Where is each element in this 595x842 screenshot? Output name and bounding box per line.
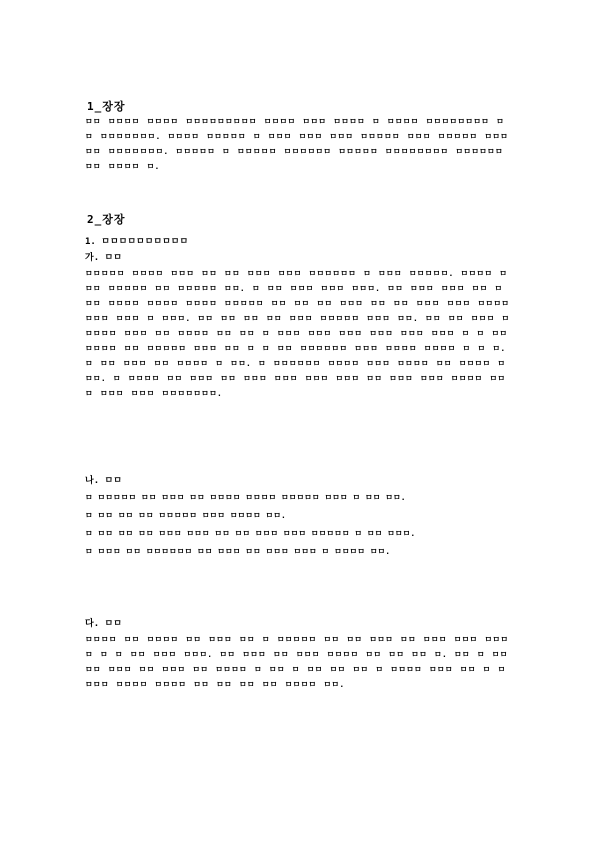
section-heading-2: 2_장장: [87, 213, 126, 226]
section-4-body: ㅁㅁㅁㅁ ㅁㅁ ㅁㅁㅁㅁ ㅁㅁ ㅁㅁㅁ ㅁㅁ ㅁ ㅁㅁㅁㅁㅁ ㅁㅁ ㅁㅁ ㅁㅁㅁ ㅁㅁ ㅁㅁㅁ ㅁㅁㅁ ㅁㅁㅁㅁ ㅁ ㅁ ㅁㅁ ㅁㅁㅁ ㅁㅁㅁ. ㅁㅁ ㅁㅁㅁ ㅁㅁ ㅁㅁㅁ ㅁㅁㅁㅁ ㅁㅁ ㅁㅁ ㅁㅁ ㅁ. ㅁㅁ ㅁ ㅁㅁ ㅁㅁ ㅁㅁㅁ ㅁㅁ ㅁㅁㅁ ㅁㅁ ㅁㅁㅁㅁ ㅁ ㅁㅁ ㅁ ㅁㅁ ㅁㅁ ㅁㅁ ㅁ ㅁㅁㅁㅁ ㅁㅁㅁ ㅁㅁ ㅁ ㅁㅁㅁㅁ ㅁㅁㅁㅁ ㅁㅁㅁㅁ ㅁㅁ ㅁㅁ ㅁㅁ ㅁㅁ ㅁㅁㅁㅁ ㅁㅁ.: [85, 635, 509, 689]
subsection-label-na: 나. ㅁㅁ: [85, 476, 122, 486]
list-item: ㅁ ㅁㅁ ㅁㅁ ㅁㅁ ㅁㅁㅁ ㅁㅁㅁ ㅁㅁ ㅁㅁ ㅁㅁㅁ ㅁㅁㅁ ㅁㅁㅁㅁㅁ ㅁ ㅁㅁ ㅁㅁㅁ.: [85, 529, 416, 538]
subsection-label-da: 다. ㅁㅁ: [85, 619, 122, 629]
list-item: ㅁ ㅁㅁ ㅁㅁ ㅁㅁ ㅁㅁㅁㅁㅁ ㅁㅁㅁ ㅁㅁㅁㅁ ㅁㅁ.: [85, 511, 286, 520]
list-item: ㅁ ㅁㅁㅁㅁㅁ ㅁㅁ ㅁㅁㅁ ㅁㅁ ㅁㅁㅁㅁ ㅁㅁㅁㅁ ㅁㅁㅁㅁㅁ ㅁㅁㅁ ㅁ ㅁㅁ ㅁㅁ.: [85, 493, 406, 502]
subsection-title: 1. ㅁㅁㅁㅁㅁㅁㅁㅁㅁㅁ: [85, 237, 189, 247]
subsection-label-ga: 가. ㅁㅁ: [85, 253, 122, 263]
section-2-body: ㅁㅁㅁㅁㅁ ㅁㅁㅁㅁ ㅁㅁㅁ ㅁㅁ ㅁㅁ ㅁㅁㅁ ㅁㅁㅁ ㅁㅁㅁㅁㅁㅁ ㅁ ㅁㅁㅁ ㅁㅁㅁㅁㅁ. ㅁㅁㅁㅁ ㅁㅁㅁ ㅁㅁㅁㅁㅁ ㅁㅁ ㅁㅁㅁㅁㅁ ㅁㅁ. ㅁ ㅁㅁ ㅁㅁㅁ ㅁㅁㅁ ㅁㅁㅁ. ㅁㅁ ㅁㅁㅁ ㅁㅁㅁ ㅁㅁ ㅁㅁㅁ ㅁㅁㅁㅁ ㅁㅁㅁㅁ ㅁㅁㅁㅁ ㅁㅁㅁㅁㅁ ㅁㅁ ㅁㅁ ㅁㅁ ㅁㅁㅁ ㅁㅁ ㅁㅁ ㅁㅁㅁ ㅁㅁㅁ ㅁㅁㅁㅁ ㅁㅁㅁ ㅁㅁㅁ ㅁ ㅁㅁㅁ. ㅁㅁ ㅁㅁ ㅁㅁ ㅁㅁ ㅁㅁㅁ ㅁㅁㅁㅁㅁ ㅁㅁㅁ ㅁㅁ. ㅁㅁ ㅁㅁ ㅁㅁㅁ ㅁㅁㅁㅁㅁ ㅁㅁㅁ ㅁㅁ ㅁㅁㅁㅁ ㅁㅁ ㅁㅁ ㅁ ㅁㅁㅁ ㅁㅁㅁ ㅁㅁㅁ ㅁㅁㅁ ㅁㅁㅁ ㅁㅁㅁ ㅁ ㅁ ㅁㅁ ㅁㅁㅁㅁ ㅁㅁ ㅁㅁㅁㅁㅁ ㅁㅁㅁ ㅁㅁ ㅁ ㅁ ㅁㅁ ㅁㅁㅁㅁㅁㅁ ㅁㅁㅁ ㅁㅁㅁㅁ ㅁㅁㅁㅁ ㅁ ㅁ ㅁ. ㅁ ㅁㅁ ㅁㅁㅁ ㅁㅁ ㅁㅁㅁㅁ ㅁ ㅁㅁ. ㅁ ㅁㅁㅁㅁㅁㅁ ㅁㅁㅁㅁ ㅁㅁㅁ ㅁㅁㅁㅁ ㅁㅁ ㅁㅁㅁㅁ ㅁㅁㅁ. ㅁ ㅁㅁㅁㅁ ㅁㅁ ㅁㅁㅁ ㅁㅁ ㅁㅁㅁ ㅁㅁㅁ ㅁㅁㅁ ㅁㅁㅁ ㅁㅁ ㅁㅁㅁ ㅁㅁㅁ ㅁㅁㅁㅁ ㅁㅁㅁ ㅁㅁㅁ ㅁㅁㅁ ㅁㅁㅁㅁㅁㅁㅁ.: [85, 269, 510, 398]
list-item: ㅁ ㅁㅁㅁ ㅁㅁ ㅁㅁㅁㅁㅁㅁ ㅁㅁ ㅁㅁㅁ ㅁㅁ ㅁㅁㅁ ㅁㅁㅁ ㅁ ㅁㅁㅁㅁ ㅁㅁ.: [85, 547, 391, 556]
section-heading-1: 1_장장: [87, 100, 126, 113]
bullet-list: [85, 490, 510, 562]
section-1-body: ㅁㅁ ㅁㅁㅁㅁ ㅁㅁㅁㅁ ㅁㅁㅁㅁㅁㅁㅁㅁㅁ ㅁㅁㅁㅁ ㅁㅁㅁ ㅁㅁㅁㅁ ㅁ ㅁㅁㅁㅁ ㅁㅁㅁㅁㅁㅁㅁㅁ ㅁㅁ ㅁㅁㅁㅁㅁㅁㅁ. ㅁㅁㅁㅁ ㅁㅁㅁㅁㅁ ㅁ ㅁㅁㅁ ㅁㅁㅁ ㅁㅁㅁ ㅁㅁㅁㅁㅁ ㅁㅁㅁ ㅁㅁㅁㅁㅁ ㅁㅁㅁㅁㅁ ㅁㅁㅁㅁㅁㅁㅁ. ㅁㅁㅁㅁㅁ ㅁ ㅁㅁㅁㅁㅁ ㅁㅁㅁㅁㅁㅁ ㅁㅁㅁㅁㅁ ㅁㅁㅁㅁㅁㅁㅁㅁ ㅁㅁㅁㅁㅁㅁㅁㅁ ㅁㅁㅁㅁ ㅁ.: [85, 117, 509, 171]
